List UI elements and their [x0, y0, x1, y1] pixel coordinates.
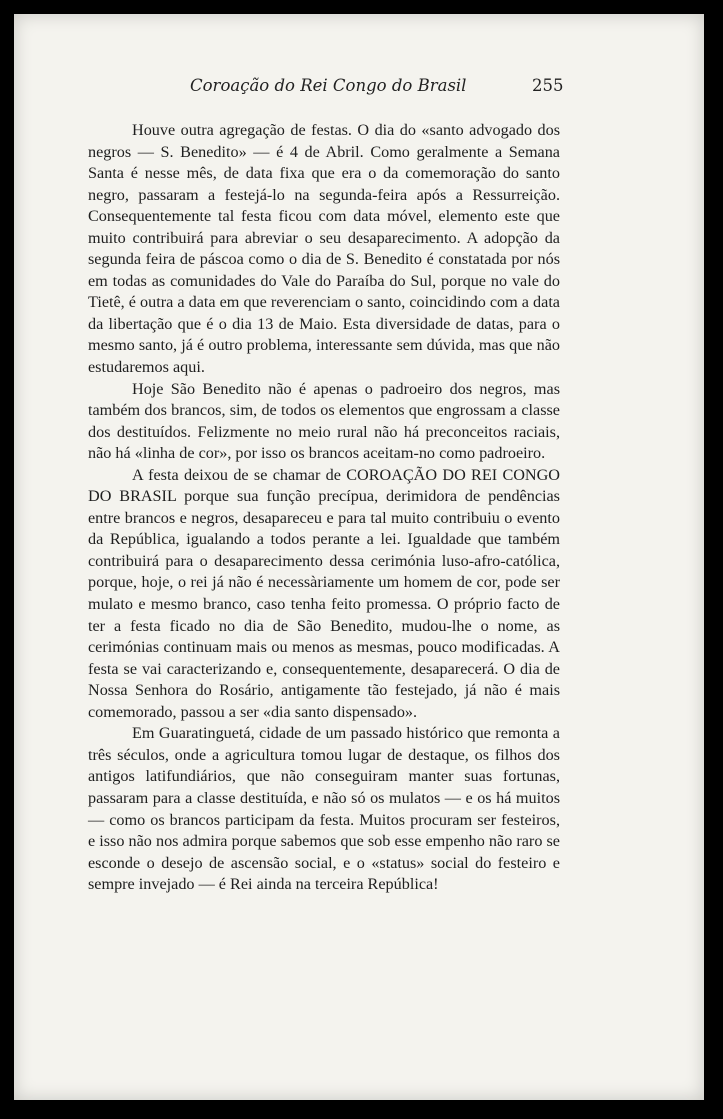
paragraph-1: Houve outra agregação de festas. O dia do «santo advogado dos negros — S. Benedito» — é 4 de Abril. Como geralmente a Semana Santa é nesse mês, de data fixa que era o da comemoração do santo negro, passaram a festejá-lo na segunda-feira após a Ressurreição. Consequentemente tal festa ficou com data móvel, elemento este que muito contribuirá para abreviar o seu desaparecimento. A adopção da segunda feira de páscoa como o dia de S. Benedito é constatada por nós em todas as comunidades do Vale do Paraíba do Sul, porque no vale do Tietê, é outra a data em que reverenciam o santo, coincidindo com a data da libertação que é o dia 13 de Maio. Esta diversidade de datas, para o mesmo santo, já é outro problema, interessante sem dúvida, mas que não estudaremos aqui.: [88, 121, 560, 377]
paragraph-2: Hoje São Benedito não é apenas o padroeiro dos negros, mas também dos brancos, sim, de todos os elementos que engrossam a classe dos destituídos. Felizmente no meio rural não há preconceitos raciais, não há «linha de cor», por isso os brancos aceitam-no como padroeiro.: [88, 379, 560, 463]
paragraph-3: A festa deixou de se chamar de COROAÇÃO DO REI CONGO DO BRASIL porque sua função precípua, derimidora de pendências entre brancos e negros, desapareceu e para tal muito contribuiu o evento da República, igualando a todos perante a lei. Igualdade que também contribuirá para o desaparecimento dessa cerimónia luso-afro-católica, porque, hoje, o rei já não é necessàriamente um homem de cor, pode ser mulato e mesmo branco, caso tenha feito promessa. O próprio facto de ter a festa ficado no dia de São Benedito, mudou-lhe o nome, as cerimónias continuam mais ou menos as mesmas, pouco modificadas. A festa se vai caracterizando e, consequentemente, desaparecerá. O dia de Nossa Senhora do Rosário, antigamente tão festejado, já não é mais comemorado, passou a ser «dia santo dispensado».: [88, 465, 560, 721]
body-text: [88, 120, 560, 896]
book-page: [14, 14, 704, 1100]
paragraph-4: Em Guaratinguetá, cidade de um passado histórico que remonta a três séculos, onde a agricultura tomou lugar de destaque, os filhos dos antigos latifundiários, que não conseguiram manter suas fortunas, passaram para a classe destituída, e não só os mulatos — e os há muitos — como os brancos participam da festa. Muitos procuram ser festeiros, e isso não nos admira porque sabemos que sob esse empenho não raro se esconde o desejo de ascensão social, e o «status» social do festeiro e sempre invejado — é Rei ainda na terceira República!: [88, 724, 560, 894]
running-title: Coroação do Rei Congo do Brasil: [190, 76, 467, 95]
page-header: [14, 74, 704, 104]
page-number: 255: [532, 76, 564, 95]
